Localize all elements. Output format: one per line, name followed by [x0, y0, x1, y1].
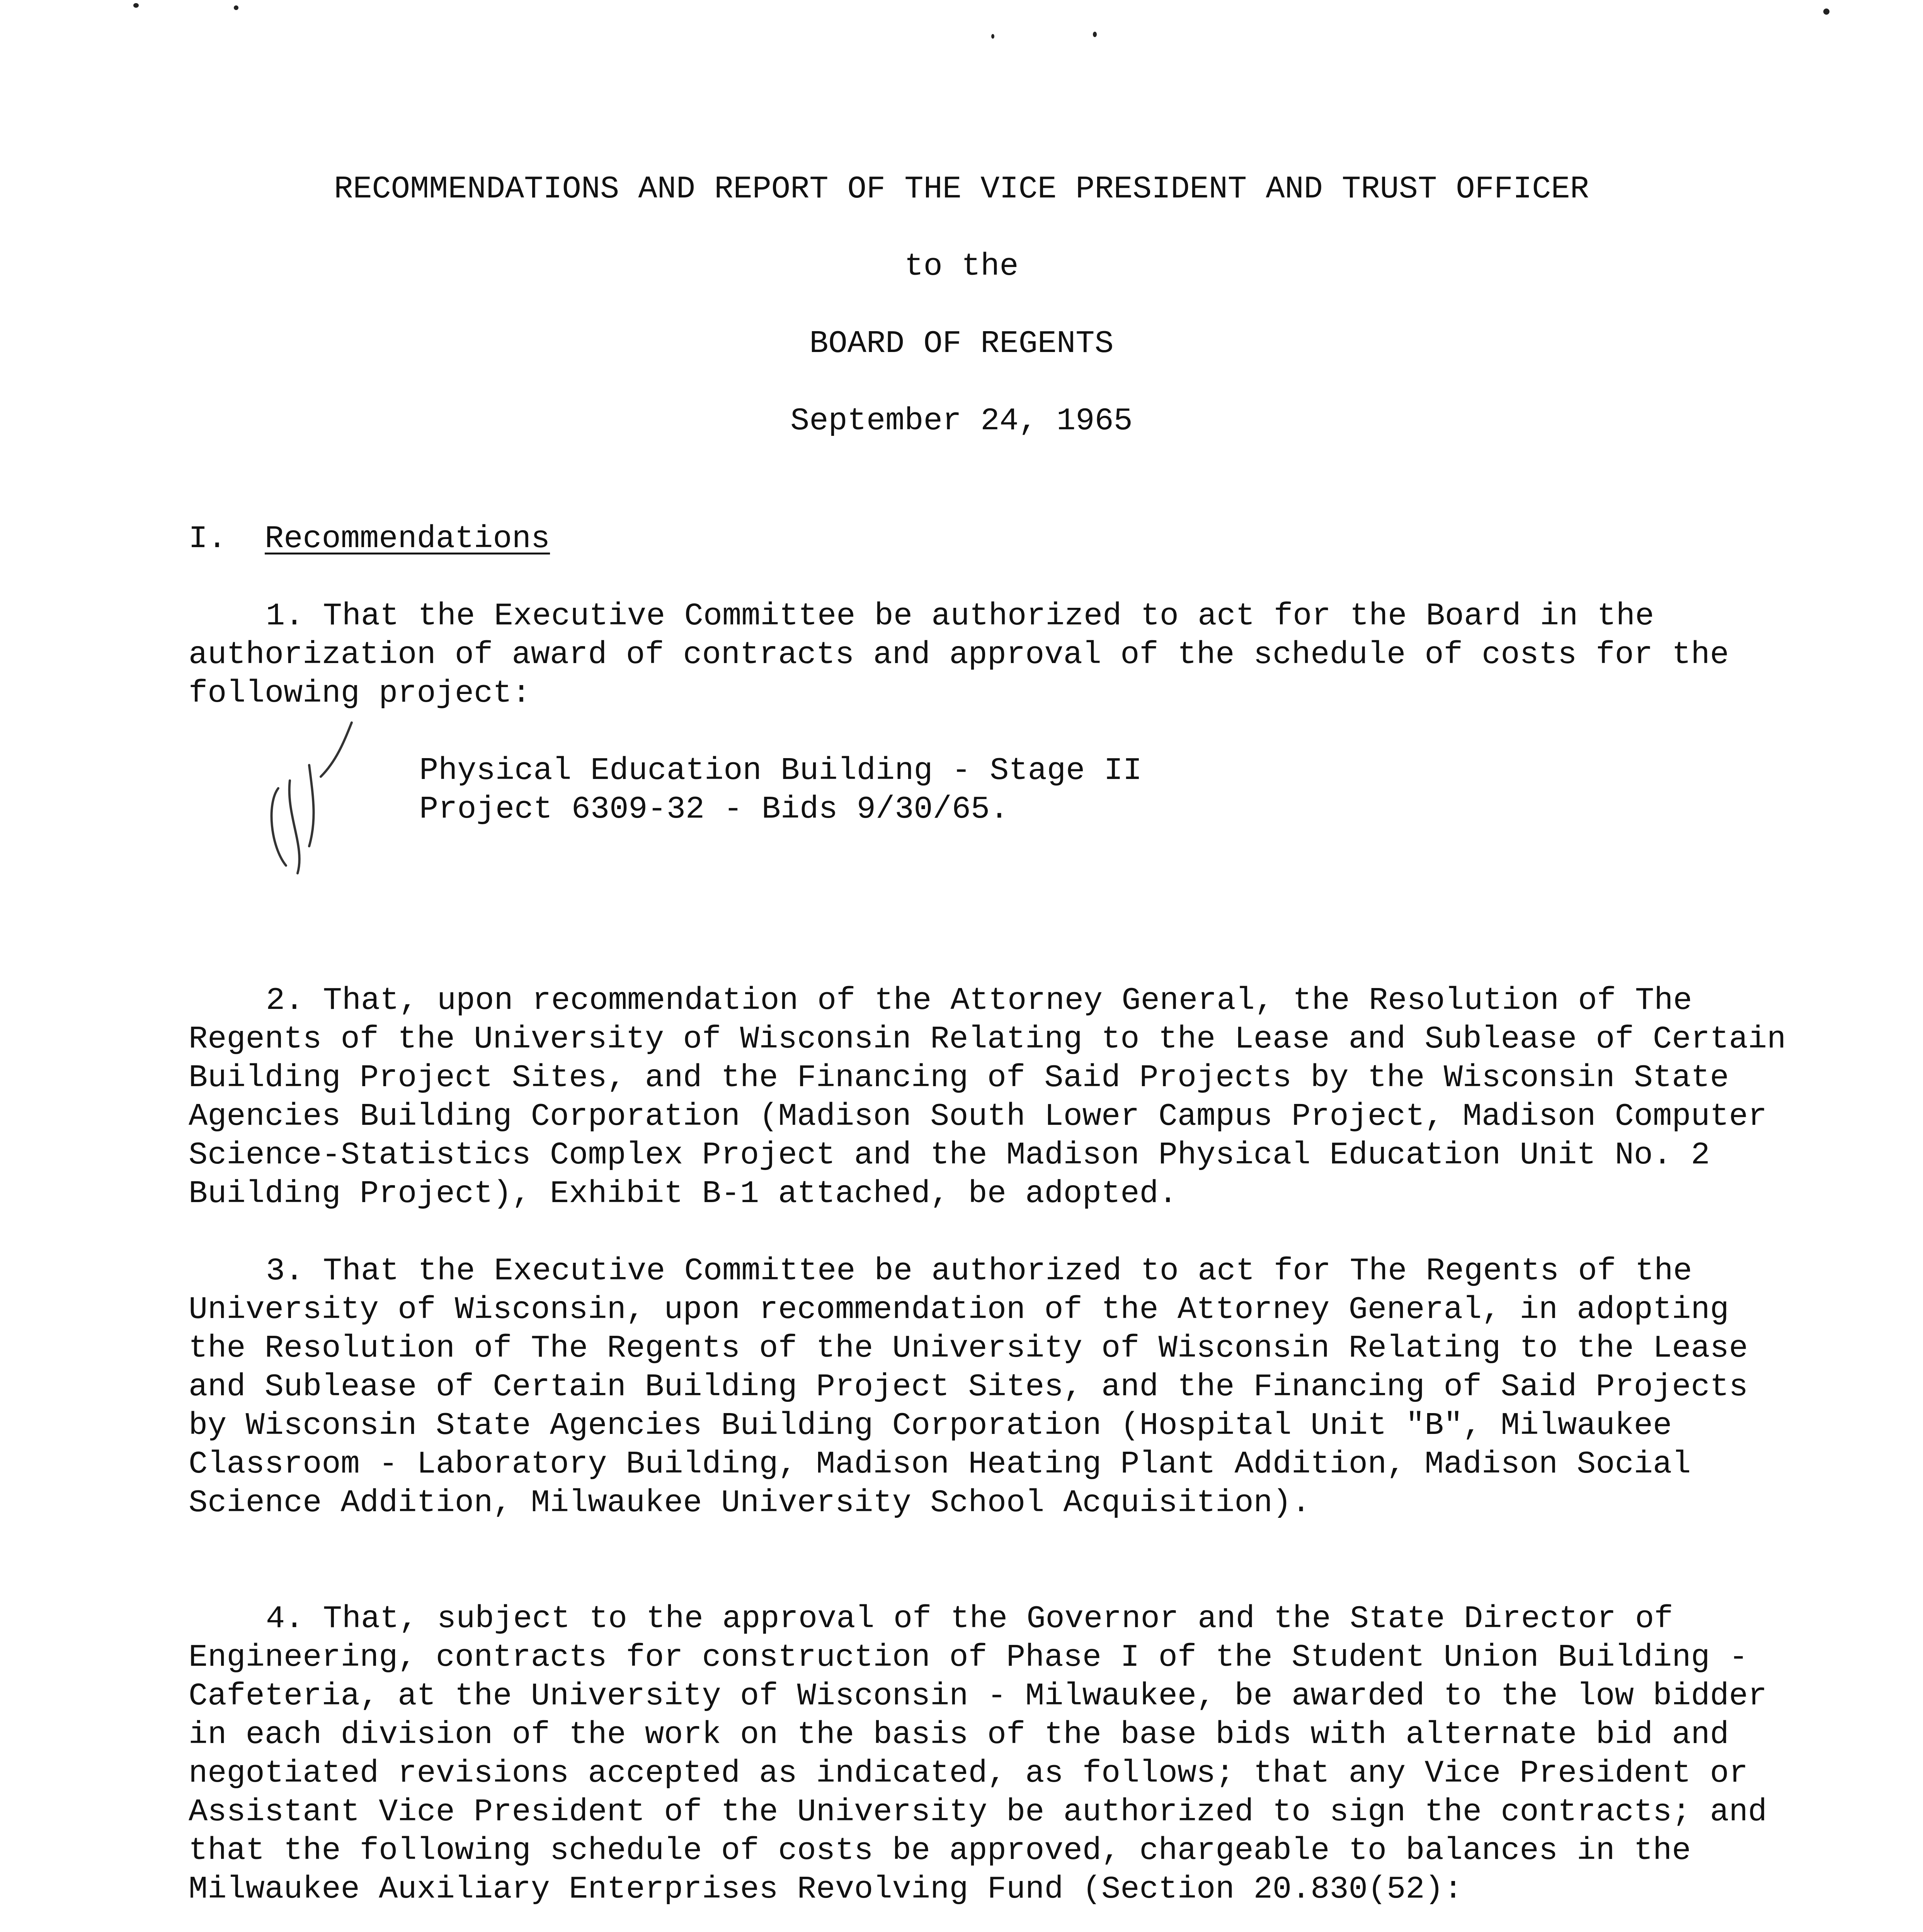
scan-speck: [133, 3, 139, 8]
to-line: to the: [904, 248, 1019, 284]
project-name: Physical Education Building - Stage II: [419, 753, 1142, 789]
section-numeral: I.: [189, 521, 227, 557]
document-title: RECOMMENDATIONS AND REPORT OF THE VICE PRESIDENT AND TRUST OFFICER: [334, 171, 1589, 207]
recommendation-3: 3. That the Executive Committee be authorized to act for The Regents of the University of Wisconsin, upon recommendation of the Attorney General, in adopting the Resolution of The Regents of the University of Wisconsin Relating to the Lease and Sublease of Certain Building Project Sites, and the Financing of Said Projects by Wisconsin State Agencies Building Corporation (Hospital Unit "B", Milwaukee Classroom - Laboratory Building, Madison Heating Plant Addition, Madison Social Science Addition, Milwaukee University School Acquisition).: [189, 1253, 1748, 1521]
scan-speck: [1093, 32, 1097, 37]
scan-speck: [234, 5, 238, 10]
recommendation-4: 4. That, subject to the approval of the Governor and the State Director of Engineering, contracts for construction of Phase I of the Student Union Building - Cafeteria, at the University of Wisconsin - Milwaukee, be awarded to the low bidder in each division of the work on the basis of the base bids with alternate bid and negotiated revisions accepted as indicated, as follows; that any Vice President or Assistant Vice President of the University be authorized to sign the contracts; and that the following schedule of costs be approved, chargeable to balances in the Milwaukee Auxiliary Enterprises Revolving Fund (Section 20.830(52):: [189, 1601, 1767, 1907]
scan-speck: [1823, 9, 1829, 15]
section-heading: Recommendations: [265, 521, 550, 557]
scan-speck: [991, 34, 994, 39]
report-date: September 24, 1965: [790, 403, 1133, 439]
recommendation-1: 1. That the Executive Committee be authorized to act for the Board in the authorization of award of contracts and approval of the schedule of costs for the following project:: [189, 598, 1729, 711]
project-number: Project 6309-32 - Bids 9/30/65.: [419, 791, 1009, 827]
recommendation-2: 2. That, upon recommendation of the Attorney General, the Resolution of The Regents of the University of Wisconsin Relating to the Lease and Sublease of Certain Building Project Sites, and the Financing of Said Projects by the Wisconsin State Agencies Building Corporation (Madison South Lower Campus Project, Madison Computer Science-Statistics Complex Project and the Madison Physical Education Unit No. 2 Building Project), Exhibit B-1 attached, be adopted.: [189, 983, 1786, 1212]
board-name: BOARD OF REGENTS: [809, 326, 1114, 362]
handwritten-initials: [263, 719, 359, 881]
